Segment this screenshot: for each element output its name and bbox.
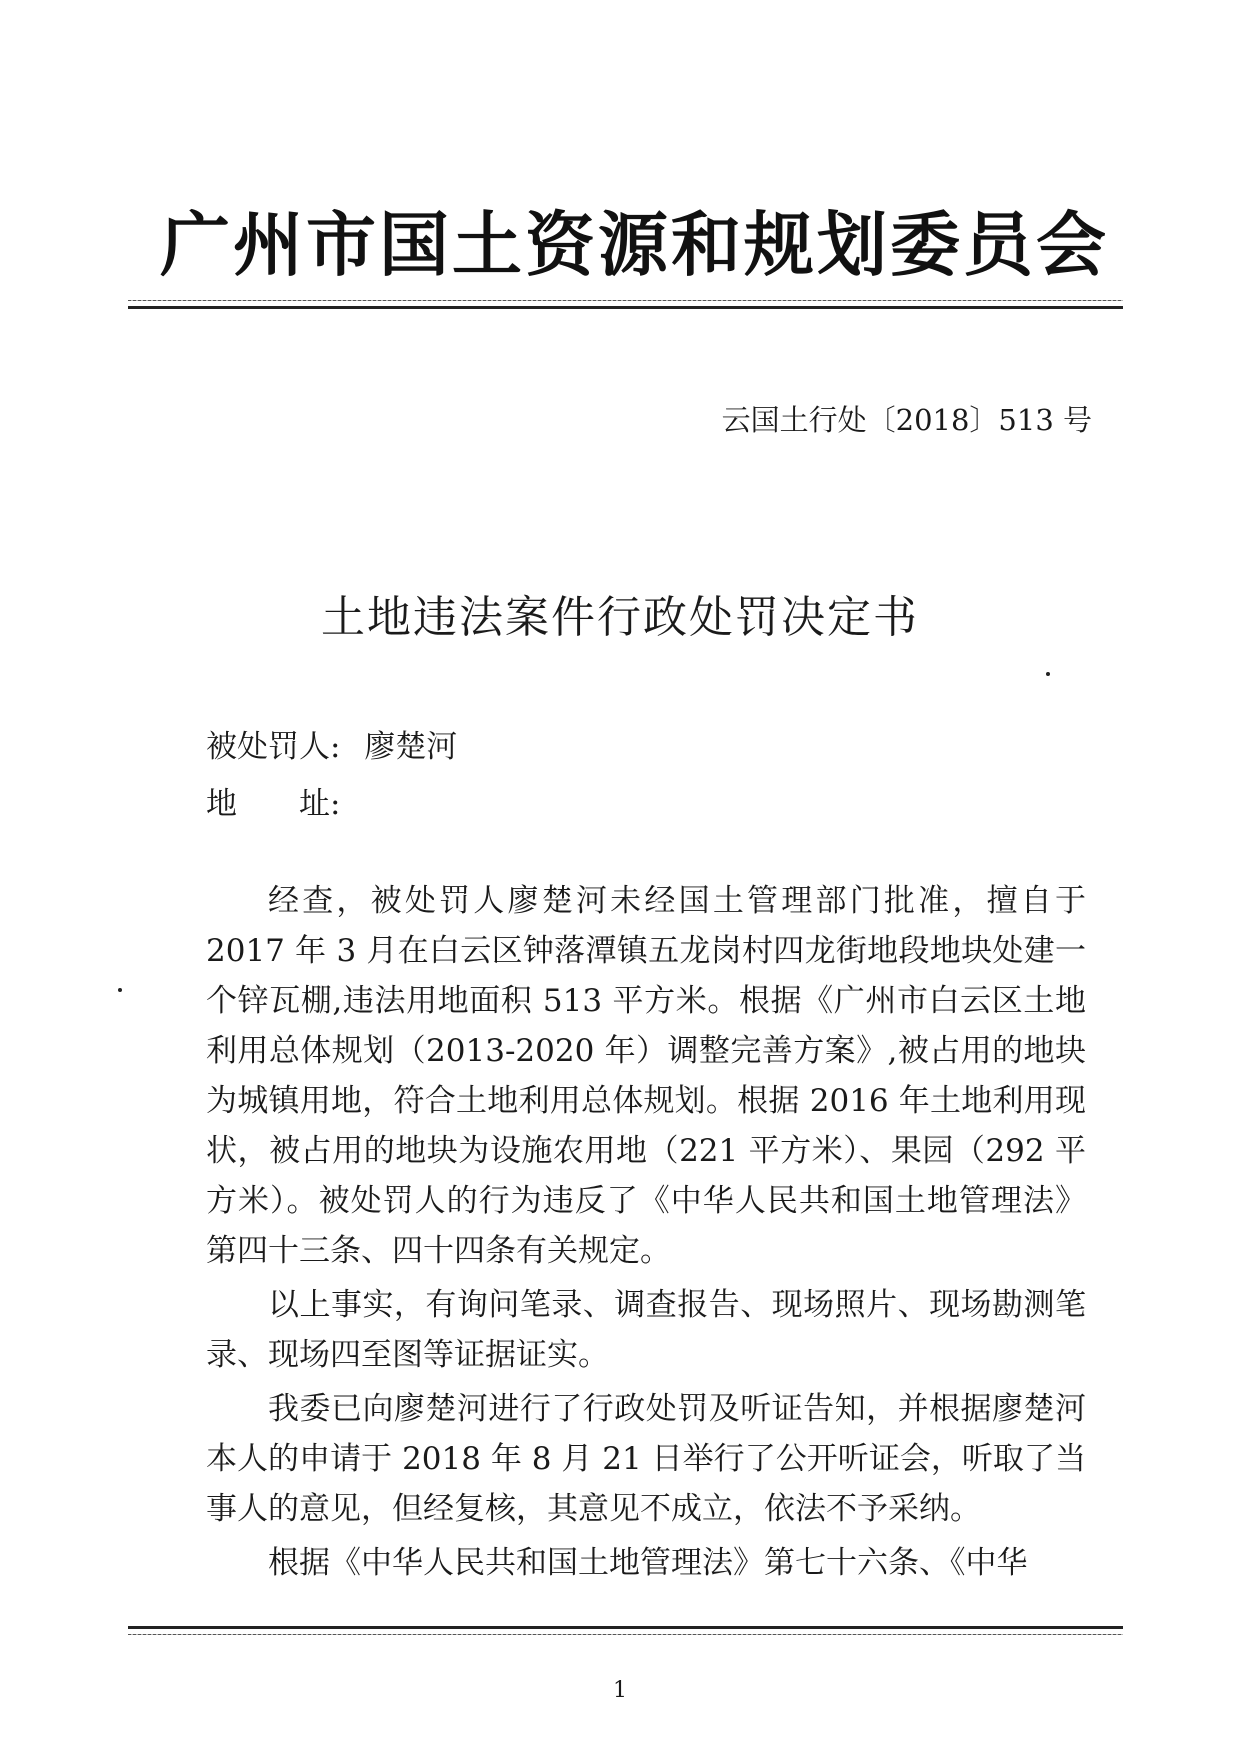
- stray-mark: [1046, 672, 1050, 676]
- header-rule: [128, 306, 1123, 309]
- body-paragraph: 根据《中华人民共和国土地管理法》第七十六条、《中华: [268, 1545, 1028, 1581]
- footer-rule-thin: [128, 1634, 1123, 1635]
- header-rule-thin: [128, 300, 1123, 301]
- document-title: 土地违法案件行政处罚决定书: [321, 592, 919, 643]
- party-field: [206, 725, 457, 769]
- page-number: 1: [613, 1678, 627, 1703]
- agency-title: 广州市国土资源和规划委员会: [160, 204, 1109, 286]
- body-paragraph: 经查，被处罚人廖楚河未经国土管理部门批准，擅自于 2017 年 3 月在白云区钟落潭镇五龙岗村四龙街地段地块处建一个锌瓦棚,违法用地面积 513 平方米。根据《广州市白云区土地利用总体规划（2013-2020 年）调整完善方案》,被占用的地块为城镇用地，符合土地利用总体规划。根据 2016 年土地利用现状，被占用的地块为设施农用地（221 平方米）、果园（292 平方米）。被处罚人的行为违反了《中华人民共和国土地管理法》第四十三条、四十四条有关规定。: [206, 883, 1086, 1269]
- party-label: 被处罚人:: [206, 729, 341, 765]
- party-name: 廖楚河: [364, 729, 458, 765]
- footer-rule: [128, 1626, 1123, 1629]
- stray-mark: [118, 988, 122, 992]
- document-number: 云国土行处〔2018〕513 号: [721, 403, 1092, 437]
- address-label: 地 址:: [206, 786, 341, 822]
- document-body: [206, 876, 1086, 1588]
- address-field: [206, 782, 340, 826]
- body-paragraph: 我委已向廖楚河进行了行政处罚及听证告知，并根据廖楚河本人的申请于 2018 年 8 月 21 日举行了公开听证会，听取了当事人的意见，但经复核，其意见不成立，依法不予采纳。: [206, 1391, 1086, 1527]
- body-paragraph: 以上事实，有询问笔录、调查报告、现场照片、现场勘测笔录、现场四至图等证据证实。: [206, 1287, 1086, 1373]
